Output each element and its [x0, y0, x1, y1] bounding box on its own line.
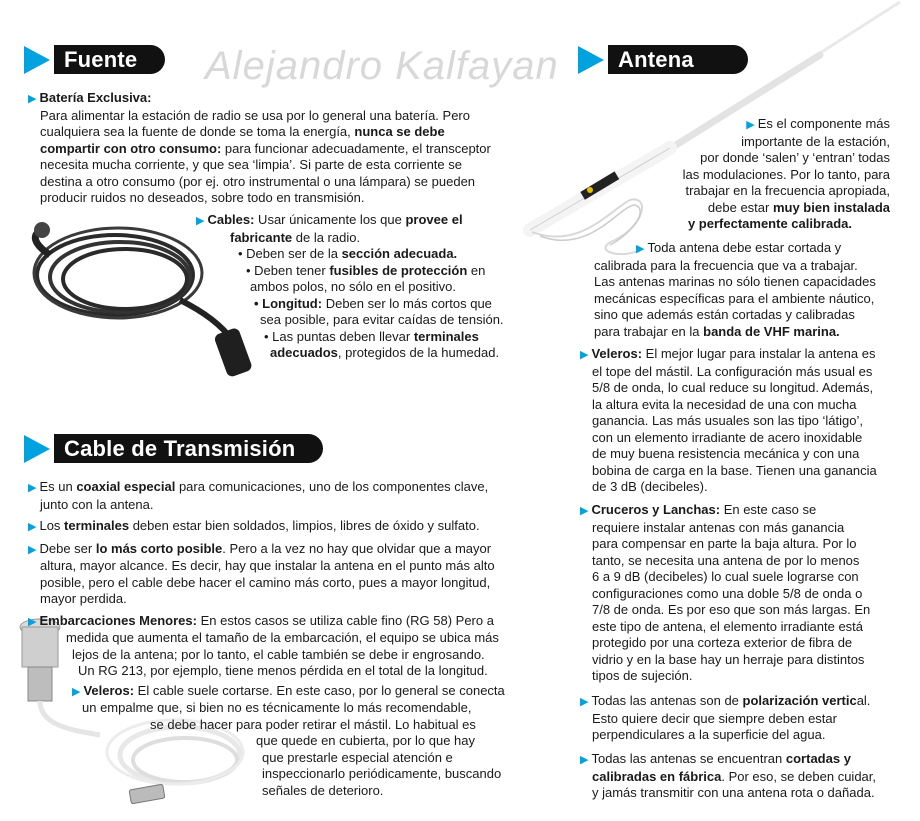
- section-title: Fuente: [54, 45, 165, 74]
- antena-cruceros: ▶ Cruceros y Lanchas: En este caso se requiere instalar antenas con más ganancia para compensar en parte la baja altura. Por lo tanto, se necesita una antena de por lo menos 6 a 9 dB (decibeles) lo cual suele lograrse con configuraciones como una doble 5/8 de onda o 7/8 de onda. Es por eso que son más largas. En este tipo de antena, el elemento irradiante está protegido por una corteza exterior de fibra de vidrio y en la base hay un herraje para distintos tipos de sujeción.: [580, 502, 871, 683]
- section-title: Antena: [608, 45, 748, 74]
- section-title: Cable de Transmisión: [54, 434, 323, 463]
- arrow-bullet-icon: [24, 435, 50, 463]
- arrow-bullet-icon: ▶: [746, 119, 755, 131]
- arrow-bullet-icon: ▶: [72, 685, 81, 698]
- arrow-bullet-icon: ▶: [580, 349, 589, 361]
- arrow-bullet-icon: ▶: [580, 505, 589, 517]
- arrow-bullet-icon: ▶: [580, 754, 589, 766]
- arrow-bullet-icon: ▶: [28, 521, 37, 533]
- antena-polarizacion: ▶ Todas las antenas son de polarización vertical. Esto quiere decir que siempre deben estar perpendiculares a la superficie del agua.: [580, 693, 871, 742]
- arrow-bullet-icon: [24, 46, 50, 74]
- antena-intro: ▶ Es el componente más importante de la estación, por donde ‘salen’ y ‘entran’ todas las modulaciones. Por lo tanto, para trabajar en la frecuencia apropiada, debe estar muy bien instalada y perfectamente calibrada.: [682, 116, 890, 231]
- watermark: Alejandro Kalfayan: [205, 44, 559, 88]
- cable-paragraphs: ▶ Es un coaxial especial para comunicaciones, uno de los componentes clave, junto con la antena. ▶ Los terminales deben estar bien soldados, limpios, libres de óxido y sulfato. ▶ Debe ser lo más corto posible. Pero a la vez no hay que olvidar que a mayor altura, mayor alcance. Es decir, hay que instalar la antena en el punto más alto posible, pero el cable debe hacer el camino más corto, pues a mayor longitud, mayor perdida. ▶ Embarcaciones Menores: En estos casos se utiliza cable fino (RG 58) Pero a medida que aumenta el tamaño de la embarcación, el equipo se ubica más lejos de la antena; por lo tanto, el cable también se debe ir engrosando. Un RG 213, por ejemplo, tiene menos pérdida en el total de la longitud. ▶ Veleros: El cable suele cortarse. En este caso, por lo general se conecta un empalme que, si bien no es técnicamente lo más recomendable, se debe hacer para poder retirar el mástil. Lo habitual es que quede en cubierta, por lo que hay que prestarle especial atención e inspeccionarlo periódicamente, buscando señales de deterioro.: [28, 479, 505, 798]
- antena-veleros: ▶ Veleros: El mejor lugar para instalar la antena es el tope del mástil. La configuración más usual es 5/8 de onda, lo cual reduce su longitud. Además, la altura evita la necesidad de una con mucha ganancia. Las más usuales son las tipo ‘látigo’, con un elemento irradiante de acero inoxidable de muy buena resistencia mecánica y con una bobina de carga en la base. Tienen una ganancia de 3 dB (decibeles).: [580, 346, 877, 494]
- antena-fabrica: ▶ Todas las antenas se encuentran cortadas y calibradas en fábrica. Por eso, se deben cuidar, y jamás transmitir con una antena rota o dañada.: [580, 751, 876, 800]
- bateria-paragraph: ▶ Batería Exclusiva: Para alimentar la estación de radio se usa por lo general una batería. Pero cualquiera sea la fuente de donde se toma la energía, nunca se debe compartir con otro consumo: para funcionar adecuadamente, el transceptor necesita mucha corriente, y que sea ‘limpia’. Si parte de esta corriente se destina a otro consumo (por ej. otro instrumental o una lámpara) se pueden producir ruidos no deseados, sobre todo en transmisión.: [28, 90, 491, 205]
- cables-paragraph: ▶ Cables: Usar únicamente los que provee el fabricante de la radio. • Deben ser de la sección adecuada. • Deben tener fusibles de protección en ambos polos, no sólo en el positivo. • Longitud: Deben ser lo más cortos que sea posible, para evitar caídas de tensión. • Las puntas deben llevar terminales adecuados, protegidos de la humedad.: [196, 212, 504, 360]
- arrow-bullet-icon: ▶: [28, 543, 37, 556]
- arrow-bullet-icon: ▶: [580, 696, 589, 708]
- arrow-bullet-icon: [578, 46, 604, 74]
- section-header-fuente: [24, 44, 165, 75]
- arrow-bullet-icon: ▶: [196, 215, 205, 227]
- antena-calibrada: ▶ Toda antena debe estar cortada y calibrada para la frecuencia que va a trabajar. Las antenas marinas no sólo tienen capacidades mecánicas específicas para el ambiente náutico, sino que además están cortadas y calibradas para trabajar en la banda de VHF marina.: [594, 240, 876, 339]
- section-header-antena: [578, 44, 748, 75]
- arrow-bullet-icon: ▶: [636, 243, 645, 255]
- arrow-bullet-icon: ▶: [28, 482, 37, 494]
- arrow-bullet-icon: ▶: [28, 615, 37, 628]
- arrow-bullet-icon: ▶: [28, 93, 37, 105]
- section-header-cable: [24, 433, 323, 464]
